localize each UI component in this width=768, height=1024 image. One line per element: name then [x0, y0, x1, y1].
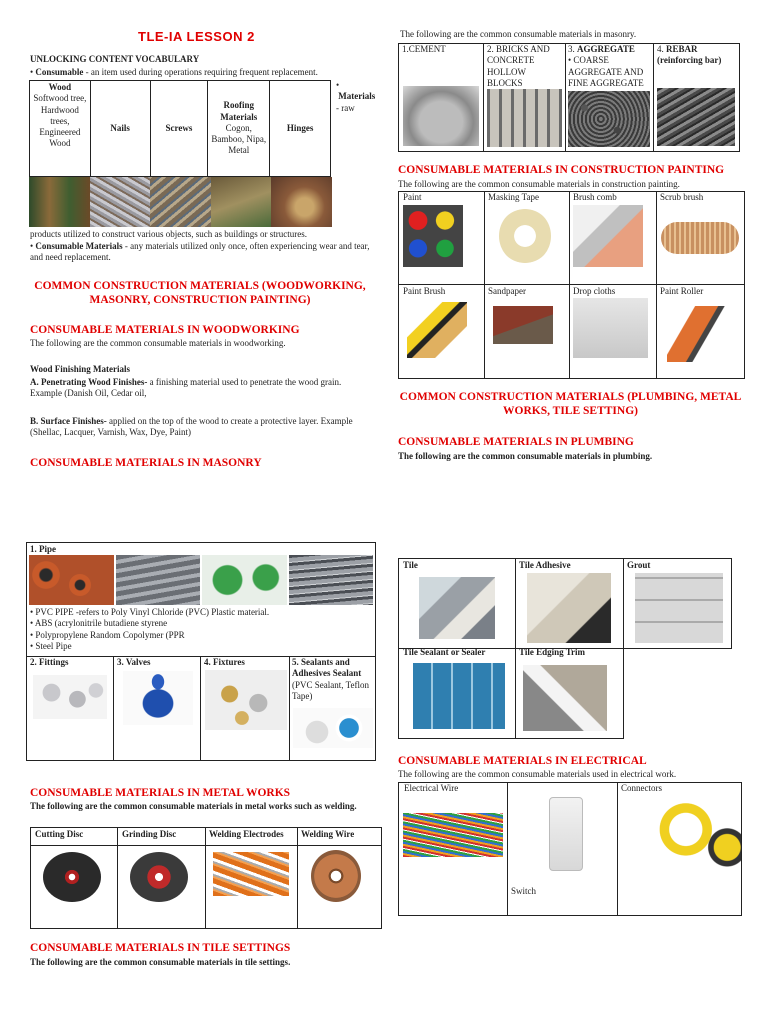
metal-works-intro: The following are the common consumable materials in metal works such as welding.	[30, 801, 357, 811]
roofing-photo	[211, 177, 272, 227]
electrical-heading: CONSUMABLE MATERIALS IN ELECTRICAL	[398, 755, 647, 767]
tile-sealant-label: Tile Sealant or Sealer	[403, 647, 486, 657]
connectors-photo	[649, 797, 741, 869]
common-materials-heading-1: COMMON CONSTRUCTION MATERIALS (WOODWORKING, MASONRY, CONSTRUCTION PAINTING)	[34, 280, 366, 307]
tile-label: Tile	[403, 560, 418, 570]
paint-brush-label: Paint Brush	[403, 286, 446, 296]
grinding-disc-label: Grinding Disc	[122, 829, 177, 839]
tile-settings-intro: The following are the common consumable materials in tile settings.	[30, 957, 291, 967]
grout-label: Grout	[627, 560, 651, 570]
rebar-photo	[657, 88, 735, 146]
hinges-photo	[271, 177, 332, 227]
painting-heading: CONSUMABLE MATERIALS IN CONSTRUCTION PAINTING	[398, 164, 725, 176]
welding-electrodes-label: Welding Electrodes	[209, 829, 284, 839]
fixtures-label: 4. Fixtures	[204, 657, 245, 667]
sealants-label: 5. Sealants and Adhesives Sealant (PVC Sealant, Teflon Tape)	[292, 657, 369, 701]
roofing-cell: Roofing Materials Cogon, Bamboo, Nipa, Metal	[208, 81, 270, 177]
page-title: TLE-IA LESSON 2	[138, 29, 255, 44]
wood-photo	[29, 177, 90, 227]
valves-photo	[123, 671, 193, 725]
metal-table	[30, 827, 382, 929]
sandpaper-label: Sandpaper	[488, 286, 526, 296]
ppr-pipe-photo	[202, 555, 287, 605]
plumbing-heading: CONSUMABLE MATERIALS IN PLUMBING	[398, 436, 634, 448]
metal-works-heading: CONSUMABLE MATERIALS IN METAL WORKS	[30, 787, 291, 799]
penetrating-finishes: A. Penetrating Wood Finishes- a finishing material used to penetrate the wood grain. Example (Danish Oil, Cedar oil,	[30, 377, 342, 399]
common-materials-heading-2: COMMON CONSTRUCTION MATERIALS (PLUMBING, METAL WORKS, TILE SETTING)	[399, 391, 742, 418]
paint-brush-photo	[407, 302, 467, 358]
woodworking-heading: CONSUMABLE MATERIALS IN WOODWORKING	[30, 324, 300, 336]
drop-cloths-label: Drop cloths	[573, 286, 616, 296]
screws-photo	[150, 177, 211, 227]
masking-tape-photo	[499, 208, 551, 264]
tile-adhesive-label: Tile Adhesive	[519, 560, 571, 570]
bricks-label: 2. BRICKS AND CONCRETE HOLLOW BLOCKS	[487, 44, 550, 88]
pipe-bullet: • Polypropylene Random Copolymer (PPR	[30, 629, 185, 640]
cutting-disc-photo	[43, 852, 101, 902]
pipe-bullet: • PVC PIPE -refers to Poly Vinyl Chloride (PVC) Plastic material.	[30, 607, 270, 617]
hinges-cell: Hinges	[270, 81, 331, 177]
tile-table-row2	[398, 647, 624, 739]
masonry-intro: The following are the common consumable materials in masonry.	[400, 29, 637, 39]
nails-photo	[90, 177, 151, 227]
scrub-brush-label: Scrub brush	[660, 192, 704, 202]
steel-pipe-photo	[289, 555, 374, 605]
welding-wire-photo	[311, 850, 361, 902]
pipe-bullet: • Steel Pipe	[30, 640, 72, 651]
paint-photo	[403, 205, 463, 267]
pipe-bullet: • ABS (acrylonitrile butadiene styrene	[30, 618, 168, 629]
tile-photo	[419, 577, 495, 639]
electrical-intro: The following are the common consumable materials used in electrical work.	[398, 769, 677, 779]
fittings-label: 2. Fittings	[30, 657, 69, 667]
grout-photo	[635, 573, 723, 643]
tile-adhesive-photo	[527, 573, 611, 643]
electrical-wire-label: Electrical Wire	[404, 783, 459, 793]
vocab-materials-cont: products utilized to construct various objects, such as buildings or structures.	[30, 229, 307, 239]
aggregate-label: 3. AGGREGATE • COARSE AGGREGATE AND FINE AGGREGATE	[568, 44, 644, 88]
abs-pipe-photo	[116, 555, 201, 605]
plumbing-intro: The following are the common consumable materials in plumbing.	[398, 451, 653, 461]
valves-label: 3. Valves	[117, 657, 151, 667]
brush-comb-label: Brush comb	[573, 192, 617, 202]
welding-wire-label: Welding Wire	[301, 829, 355, 839]
paint-label: Paint	[403, 192, 422, 202]
cutting-disc-label: Cutting Disc	[35, 829, 84, 839]
paint-roller-photo	[667, 306, 727, 362]
plumbing-table	[26, 542, 376, 761]
tile-settings-heading: CONSUMABLE MATERIALS IN TILE SETTINGS	[30, 942, 291, 954]
switch-label: Switch	[511, 886, 537, 896]
aggregate-photo	[568, 91, 650, 147]
tile-edging-trim-photo	[523, 665, 607, 731]
pipe-images	[29, 555, 373, 605]
fittings-photo	[33, 675, 107, 719]
wood-cell: Wood Softwood tree, Hardwood trees, Engineered Wood	[30, 81, 91, 177]
vocab-materials: • Materials - raw	[336, 80, 376, 113]
drop-cloths-photo	[573, 298, 648, 358]
surface-finishes: B. Surface Finishes- applied on the top of the wood to create a protective layer. Example (Shellac, Lacquer, Varnish, Wax, Dye, Paint)	[30, 416, 353, 438]
cement-photo	[403, 86, 479, 146]
pvc-pipe-photo	[29, 555, 114, 605]
tile-sealant-photo	[413, 663, 505, 729]
electrical-table	[398, 782, 742, 916]
nails-cell: Nails	[90, 81, 150, 177]
pipe-title: 1. Pipe	[30, 544, 56, 554]
rebar-label: 4. REBAR (reinforcing bar)	[657, 44, 722, 66]
vocab-consumable: • Consumable - an item used during operations requiring frequent replacement.	[30, 67, 318, 77]
grinding-disc-photo	[130, 852, 188, 902]
tile-edging-trim-label: Tile Edging Trim	[519, 647, 586, 657]
painting-table	[398, 191, 745, 379]
bricks-photo	[487, 89, 562, 147]
paint-roller-label: Paint Roller	[660, 286, 704, 296]
screws-cell: Screws	[150, 81, 208, 177]
sandpaper-photo	[493, 306, 553, 344]
sealants-photo	[293, 708, 373, 748]
wood-image-strip	[29, 177, 332, 227]
connectors-label: Connectors	[621, 783, 662, 793]
painting-intro: The following are the common consumable materials in construction painting.	[398, 179, 680, 189]
scrub-brush-photo	[661, 222, 739, 254]
pipe-bullets	[30, 607, 370, 652]
fixtures-photo	[205, 670, 287, 730]
masking-tape-label: Masking Tape	[488, 192, 539, 202]
wood-finishing-heading: Wood Finishing Materials	[30, 364, 131, 374]
masonry-heading: CONSUMABLE MATERIALS IN MASONRY	[30, 457, 262, 469]
tile-table-row1	[398, 558, 732, 649]
electrical-wire-photo	[403, 813, 503, 857]
masonry-table	[398, 43, 740, 152]
brush-comb-photo	[573, 205, 643, 267]
vocab-consumable-materials: • Consumable Materials - any materials utilized only once, often experiencing wear and tear, and need replacement.	[30, 241, 370, 263]
woodworking-intro: The following are the common consumable materials in woodworking.	[30, 338, 286, 348]
welding-electrodes-photo	[213, 852, 289, 896]
vocab-heading: UNLOCKING CONTENT VOCABULARY	[30, 54, 200, 64]
switch-photo	[549, 797, 583, 871]
wood-table	[29, 80, 331, 177]
cement-label: 1.CEMENT	[402, 44, 446, 54]
